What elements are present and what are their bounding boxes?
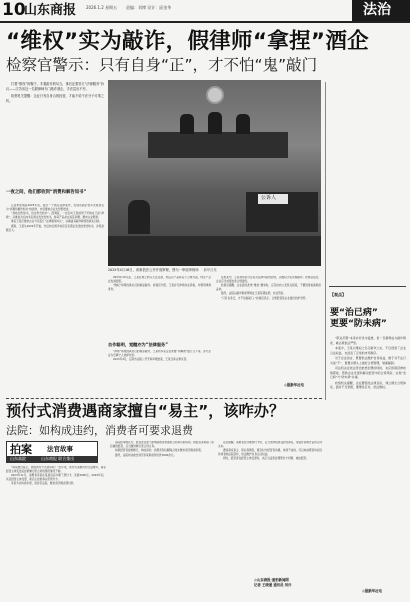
sidebar-paragraph: 对于企业而言，既要依法维护自身权益，敢于对不法行为说“不”，更要从源头上做好合规管理，堵塞漏洞。 <box>330 356 406 365</box>
column-tag: 山东商报 联合推出 <box>41 456 75 461</box>
column-logo-main: 拍案 <box>10 443 32 456</box>
header-rule <box>0 21 410 23</box>
reporter-line: ◎山东商报·速豹新闻网 <box>254 578 289 582</box>
reporter-line: 记者 王晓通 通讯员 刘丹 <box>254 583 292 587</box>
sidebar-top-rule <box>329 286 406 287</box>
intro-paragraph: 打着“维权”的幌子，手着敲诈的勾当，事后还要签订“法律服务”协议——江苏省近一名假律师专门敲诈酒企，手法层出不穷。 <box>6 82 104 92</box>
body-paragraph: 2023年11月，消费者李某在某美容店办理了预付卡，充值5000元。2024年初，该店经营主体变更，新店主拒绝承认原预付卡。 <box>6 474 106 481</box>
top-story-col2 <box>108 276 211 342</box>
body-paragraph: “维权”如果的真实目的就是敲诈。检察官介绍，王某并无律师执业资格，却冒用律师身份。 <box>108 284 211 291</box>
column-logo-sub: 法官故事 <box>47 445 73 453</box>
date-line: 2026.1.2 星期五 <box>86 5 118 10</box>
judge-figure <box>236 114 250 134</box>
header-bar <box>0 0 410 21</box>
judge-figure <box>208 112 222 134</box>
bottom-story-col1 <box>6 466 106 598</box>
bottom-story-reporter <box>254 578 324 588</box>
section-tab <box>352 0 410 21</box>
sidebar-body <box>330 336 406 562</box>
sidebar-paragraph: “职业打假”本身并非洪水猛兽，但一旦越界成为敲诈勒索，就必须依法严惩。 <box>330 336 406 345</box>
sidebar-paragraph: 检察机关提醒，企业要强化法律意识，建立健全合规体系，面对不当索赔，要理性应对，依法维权。 <box>330 380 406 389</box>
sidebar-title <box>330 308 406 330</box>
sidebar-tag: 【观点】 <box>330 292 346 297</box>
defendant-figure <box>128 200 150 234</box>
courtroom-floor <box>108 236 321 266</box>
sidebar-title-line2: 更要“防未病” <box>330 319 387 329</box>
subhead-1 <box>6 190 104 196</box>
prosecutor-sign-label: 公诉人 <box>261 195 277 201</box>
editor-line: 责编：刘博 设计：邱金华 <box>126 5 172 10</box>
bottom-story-col2 <box>110 441 214 598</box>
intro-paragraph: 检察机关提醒：企业只有自身合规经营，才能不给不法分子可乘之机。 <box>6 93 104 103</box>
body-paragraph: 法院经审理认为，经营者变更不影响消费者依据原合同享有的权利。新经营者承接了原店铺的经营，应当继续履行原合同义务。 <box>110 441 214 448</box>
subhead-1-text: 一夜之间，他们都收到“消费和解告知书” <box>6 190 87 195</box>
top-story-col1 <box>6 204 104 330</box>
body-paragraph: 据查，王某从2022年开始，先后向全国多地近百家酒企发送此类告知书，涉案金额巨大。 <box>6 224 104 232</box>
top-story-intro <box>6 82 104 188</box>
top-story-col3 <box>216 276 321 380</box>
prosecutor-sign <box>258 194 288 204</box>
body-paragraph: 江阴市检察院2023年底，接过一个酒企法律案件，发现该酒企曾多次收到名为“消费和解告知书”的函件，内容要求企业支付赔偿金。 <box>6 204 104 211</box>
photo-caption <box>108 268 321 272</box>
column-logo <box>6 441 98 463</box>
body-paragraph: 遇到商家易主、停业等情况，要及时与经营者沟通，协商不成的，可以向消费者协会投诉或者向法院起诉，依法维护自身合法权益。 <box>218 449 322 456</box>
courtroom-photo <box>108 80 321 266</box>
body-paragraph: 如新经营者拒绝履行，构成违约，消费者有权解除合同并要求退还剩余款项。 <box>115 449 204 453</box>
body-paragraph: “我收到告知书，但这份告知书”。经调查，一位名叫王某的男子声称自己是“律师”，以维权为名向多家酒企发送告知书，称其产品存在标签问题，要求企业赔偿。 <box>6 212 104 219</box>
column-court: 山东高院 <box>10 456 26 461</box>
court-emblem <box>206 86 224 104</box>
body-paragraph: 最终，法院以敲诈勒索罪判处王某有期徒刑，并处罚金。 <box>221 292 286 296</box>
body-paragraph: “律师”如果的真实目的就是敲诈，王某向多家企业索要“和解费”数万元不等，部分企业为息事宁人选择付款。 <box>108 350 211 357</box>
body-paragraph: 2025年4月，江阴市法院公开开庭审理此案，王某当庭认罪认罚。 <box>113 358 189 362</box>
photo-credit: 新华社发 <box>203 268 217 272</box>
photo-caption-text: 2025年4月16日，该案依法公开开庭审理，图为一审庭审现场 <box>108 268 199 272</box>
paper-name: 山东商报 <box>24 3 77 18</box>
section-separator <box>6 398 322 399</box>
top-story-subtitle: 检察官警示：只有自身“正”，才不怕“鬼”敲门 <box>6 56 318 74</box>
judge-figure <box>180 114 194 134</box>
bottom-story-title: 预付式消费遇商家擅自“易主”，该咋办？ <box>6 402 285 420</box>
body-paragraph: 最终，法院判决被告退还李某剩余预付款3000余元。 <box>115 453 177 457</box>
top-story-title: “维权”实为敲诈，假律师“拿捏”酒企 <box>6 29 369 54</box>
body-paragraph: “只有自身正，才不怕鬼敲门。”检察官表示，合规经营是企业最好的护身符。 <box>221 296 308 300</box>
body-paragraph: 同时，经营者在经营主体变更时，也应当妥善处理预付卡问题，诚信经营。 <box>223 457 309 461</box>
bottom-story-col3 <box>218 441 322 569</box>
body-paragraph: 在此案中，王某利用部分企业对法律风险的担忧，以维权为名实施敲诈。检察官指出，企业应当加强自身合规建设。 <box>216 276 321 283</box>
body-paragraph: 检察官提醒，企业面对此类“维权”要求时，应及时向公安机关报案，不要因害怕麻烦而妥协。 <box>216 284 321 291</box>
column-logo-strip <box>7 456 97 462</box>
subhead-2 <box>108 342 211 348</box>
sidebar-title-line1: 要“治已病” <box>330 308 378 318</box>
body-paragraph: 法官提醒，消费者在办理预付卡时，应当选择信誉良好的商家，保留好消费凭证和合同文本。 <box>218 441 322 448</box>
page-number: 10 <box>2 0 26 20</box>
bottom-story-subtitle: 法院：如构成违约，消费者可要求退费 <box>6 424 193 437</box>
body-paragraph: 李某多次协商未果，遂诉至法院，要求退还剩余预付款。 <box>11 482 76 486</box>
body-paragraph: 事后王某还要求企业与其签订“法律服务协议”，以掩盖其敲诈勒索的真实目的。 <box>11 220 102 224</box>
sidebar-paragraph: 司法机关在依法惩治此类犯罪的同时，也应积极延伸检察职能，帮助企业发现和解决经营中的合规风险，实现“治已病”与“防未病”并重。 <box>330 366 406 379</box>
body-paragraph: “商家擅自易主，我的预付卡还能用吗？”近年来，预付式消费纠纷日益增多，商家经营主体变更后拒绝履行原合同的情况屡见不鲜。 <box>6 466 106 473</box>
sidebar-divider <box>325 82 326 400</box>
top-story-reporter: ◎据新华社电 <box>284 383 304 387</box>
top-story-col2b <box>108 350 211 388</box>
subhead-2-text: 自作聪明，觉醒亦为“法律服务” <box>108 342 168 347</box>
section-label: 法治 <box>363 2 391 18</box>
court-bench <box>148 132 288 158</box>
sidebar-credit: ◎据新华社电 <box>362 589 382 593</box>
body-paragraph: 2023年10月起，王某在网上购买大量白酒，然后以产品标签不合规为由，向生产企业发函索赔。 <box>108 276 211 283</box>
sidebar-paragraph: 本案中，王某以维权之名行敲诈之实，不仅侵害了企业合法权益，也扰乱了正常的市场秩序。 <box>330 346 406 355</box>
